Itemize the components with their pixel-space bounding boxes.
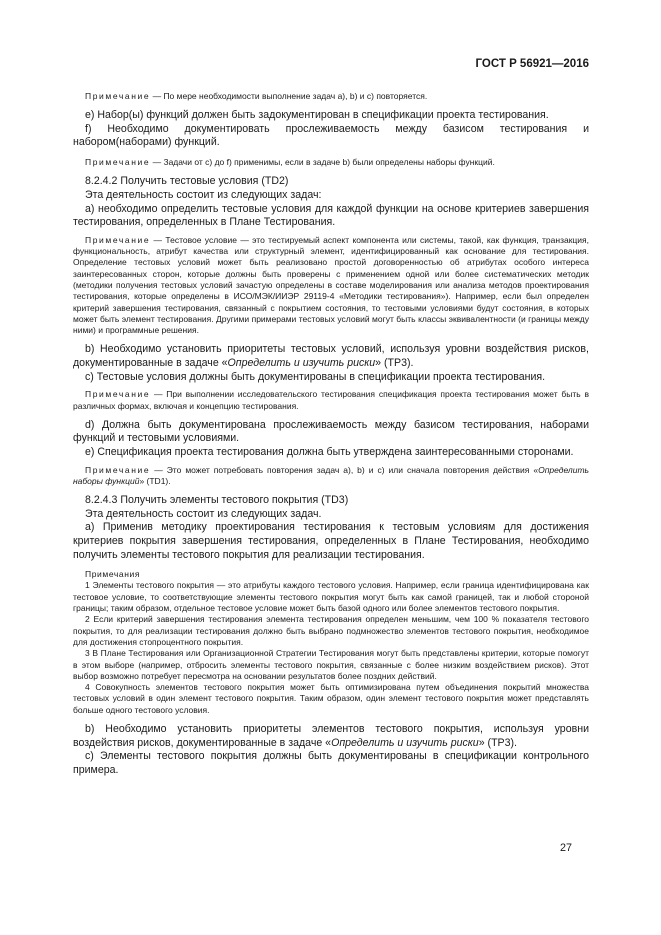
td3-task-c: c) Элементы тестового покрытия должны быть документированы в спецификации контрольного примера. (73, 750, 589, 776)
note-3: Примечание — Тестовое условие — это тестируемый аспект компонента или системы, такой, как функция, транзакция, функциональность, атрибут качества или структурный элемент, идентифицированный как основание для тестирования. Определение тестовых условий может быть реализовано простой договоренностью об атрибутах особого интереса заинтересованных сторон, которые должны быть проверены с применением одной или более систематических методик (методики получения тестовых условий зачастую определены в составе моделирования или анализа методов проектирования тестирования, которые определены в ИСО/МЭК/ИИЭР 29119-4 «Методики тестирования»). Например, если был определен критерий завершения тестирования, связанный с покрытием состояния, то тестовыми условиями будут состояния, в которых может быть элемент тестирования. Другими примерами тестовых условий могут быть классы эквивалентности (и границы между ними) и программные решения. (73, 234, 589, 336)
notes-block (73, 569, 589, 716)
note-item: 2 Если критерий завершения тестирования элемента тестирования определен меньшим, чем 100 % показателя тестового покрытия, то для реализации тестирования должно быть выбрано подмножество элементов тестового покрытия, необходимое для достижения стопроцентного покрытия. (73, 614, 589, 647)
td3-intro: Эта деятельность состоит из следующих задач. (85, 507, 322, 520)
section-heading-td3: 8.2.4.3 Получить элементы тестового покрытия (TD3) (85, 494, 349, 507)
td2-task-e: e) Спецификация проекта тестирования должна быть утверждена заинтересованными сторонами. (85, 445, 574, 458)
td2-task-b: b) Необходимо установить приоритеты тестовых условий, используя уровни воздействия рисков, документированные в задаче «Определить и изучить риски» (TP3). (73, 343, 589, 370)
task-f-traceability: f) Необходимо документировать прослеживаемость между базисом тестирования и набором(наборами) функций. (73, 122, 589, 149)
note-label: Примечание (85, 464, 151, 475)
task-e-features: e) Набор(ы) функций должен быть задокументирован в спецификации проекта тестирования. (85, 109, 549, 122)
td2-intro: Эта деятельность состоит из следующих задач: (85, 188, 322, 201)
note-item: 3 В Плане Тестирования или Организационной Стратегии Тестирования могут быть представлены критерии, которые помогут в этом выборе (например, отбросить элементы тестового покрытия, связанные с более низким воздействием рисков). Этот выбор возможно потребует пересмотра на основании результатов более поздних действий. (73, 648, 589, 681)
td2-task-c: c) Тестовые условия должны быть документированы в спецификации проекта тестирования. (85, 370, 546, 383)
section-heading-td2: 8.2.4.2 Получить тестовые условия (TD2) (85, 175, 289, 188)
note-item: 1 Элементы тестового покрытия — это атрибуты каждого тестового условия. Например, если граница идентифицирована как тестовое условие, то соответствующие элементы тестового покрытия могут быть как самой границей, так и любой стороной границы; таким образом, отдельное тестовое условие может быть базой одного или более элементов тестового покрытия. (73, 580, 589, 614)
note-label: Примечание (85, 234, 151, 245)
td3-task-b: b) Необходимо установить приоритеты элементов тестового покрытия, используя уровни воздействия рисков, документированные в задаче «Определить и изучить риски» (TP3). (73, 723, 589, 749)
td3-task-a: a) Применив методику проектирования тестирования к тестовым условиям для достижения критериев покрытия завершения тестирования, определенных в Плане Тестирования, необходимо получить элементы тестового покрытия для реализации тестирования. (73, 521, 589, 561)
note-2: Примечание — Задачи от c) до f) применимы, если в задаче b) были определены наборы функций. (85, 157, 495, 168)
task-reference: Определить и изучить риски (227, 357, 376, 370)
note-label: Примечание (85, 91, 151, 101)
note-1: Примечание — По мере необходимости выполнение задач a), b) и c) повторяется. (85, 91, 428, 101)
note-label: Примечание (85, 389, 151, 400)
page-number: 27 (560, 842, 573, 854)
td2-task-a: a) необходимо определить тестовые условия для каждой функции на основе критериев завершения тестирования, определенных в Плане Тестирования. (73, 202, 589, 229)
notes-heading: Примечания (85, 569, 141, 580)
note-5: Примечание — Это может потребовать повторения задач a), b) и c) или сначала повторения действия «Определить наборы функций» (TD1). (73, 464, 589, 486)
td2-task-d: d) Должна быть документирована прослеживаемость между базисом тестирования, наборами функций и тестовыми условиями. (73, 418, 589, 445)
note-item: 4 Совокупность элементов тестового покрытия может быть оптимизирована путем объединения покрытий множества тестовых условий в один элемент тестового покрытия. Таким образом, один элемент тестового покрытия может представлять больше одного тестового условия. (73, 682, 589, 715)
note-label: Примечание (85, 157, 151, 168)
task-reference: Определить и изучить риски (331, 736, 479, 749)
standard-code: ГОСТ Р 56921—2016 (475, 58, 589, 70)
task-reference: Определить наборы функций (73, 464, 589, 486)
note-4: Примечание — При выполнении исследовательского тестирования спецификация проекта тестирования может быть в различных формах, включая и концепцию тестирования. (73, 389, 589, 411)
